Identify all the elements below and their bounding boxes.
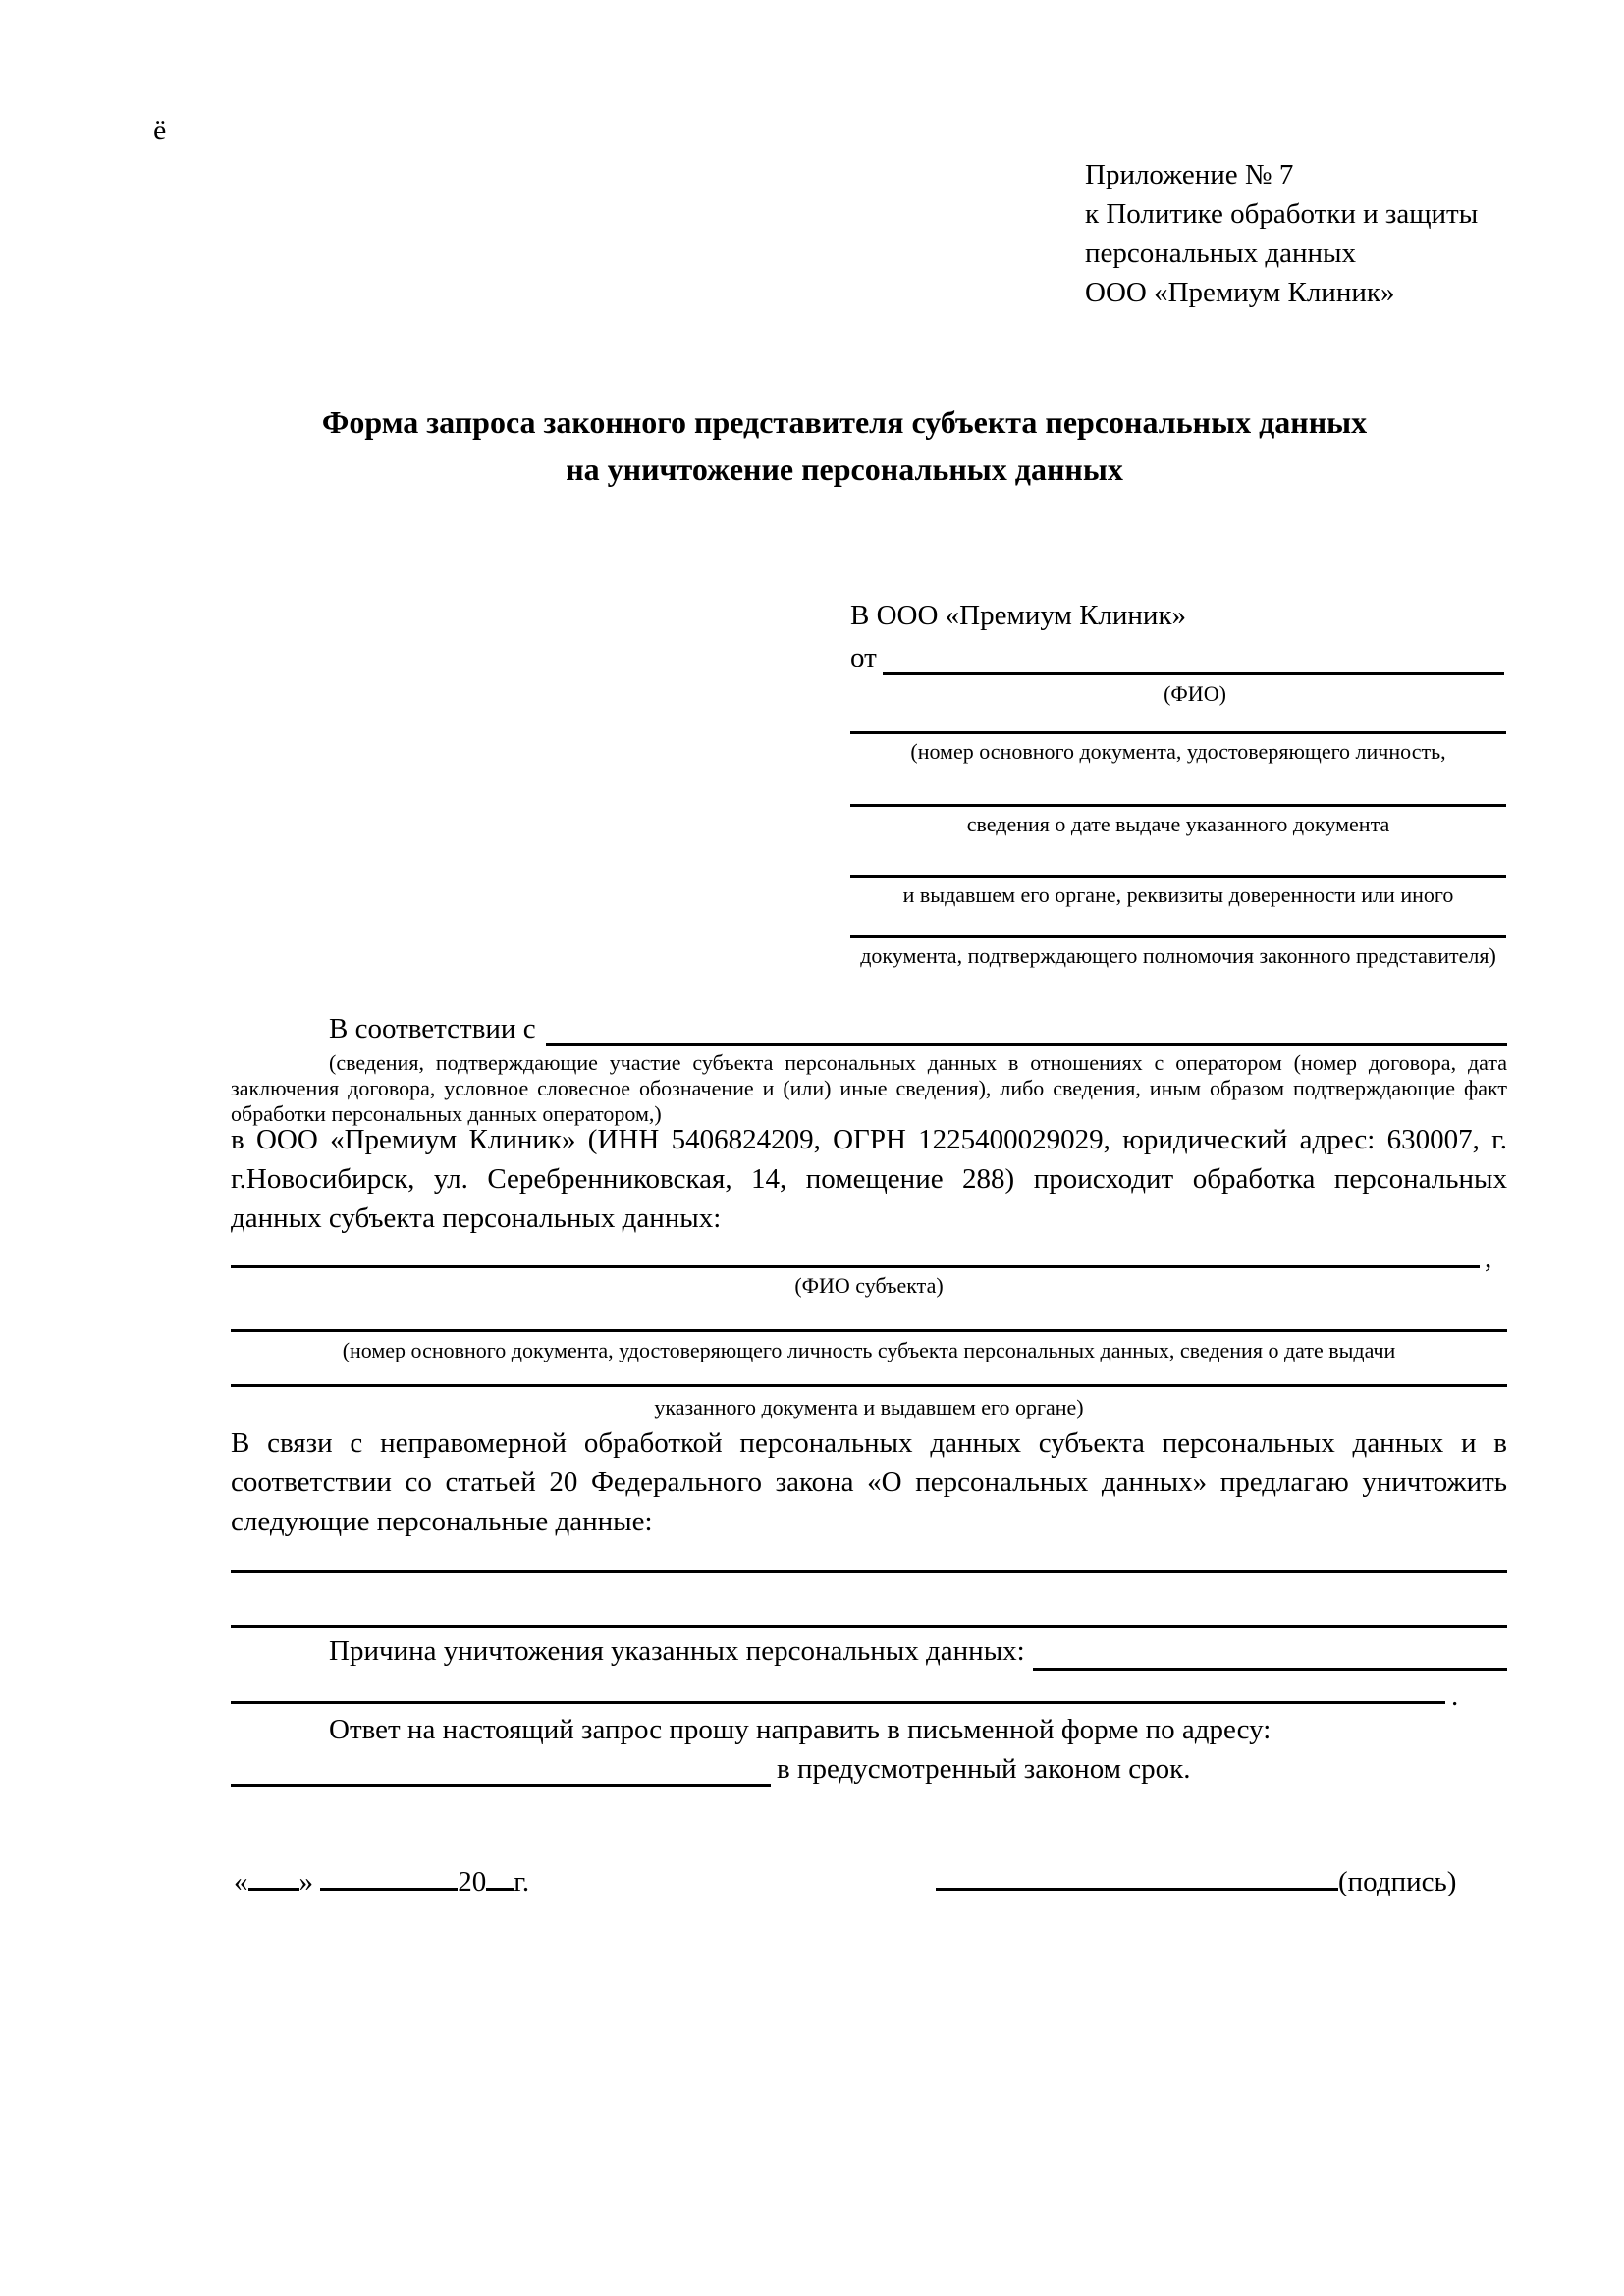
corner-mark: ё <box>153 114 167 146</box>
response-tail: в предусмотренный законом срок. <box>777 1753 1191 1785</box>
representative-doc-caption: сведения о дате выдаче указанного документа <box>966 812 1390 836</box>
reason-blank-line <box>1033 1631 1507 1671</box>
subject-doc-caption: указанного документа и выдавшем его органе) <box>654 1395 1084 1419</box>
period-after-blank: . <box>1451 1681 1459 1712</box>
from-fio-blank-line <box>883 638 1504 675</box>
date-day-blank <box>248 1858 299 1891</box>
representative-doc-blank-line <box>850 731 1506 734</box>
representative-doc-caption: (номер основного документа, удостоверяющего личность, <box>910 739 1446 764</box>
date-month-blank <box>320 1858 458 1891</box>
reason-row <box>231 1631 1507 1671</box>
personal-data-blank-line <box>231 1570 1507 1573</box>
reason-lead: Причина уничтожения указанных персональных данных: <box>329 1635 1025 1667</box>
from-label: от <box>850 642 877 673</box>
signature-blank <box>936 1858 1338 1891</box>
representative-doc-blank-line <box>850 804 1506 807</box>
subject-doc-caption: (номер основного документа, удостоверяющего личность субъекта персональных данных, сведения о дате выдачи <box>342 1338 1396 1362</box>
appendix-header <box>1085 155 1537 312</box>
subject-doc-blank-line <box>231 1329 1507 1332</box>
signature-line <box>936 1858 1456 1901</box>
representative-doc-blank-line <box>850 875 1506 878</box>
subject-fio-caption: (ФИО субъекта) <box>794 1273 944 1298</box>
date-open-quote: « <box>234 1866 248 1897</box>
accordance-lead: В соответствии с <box>329 1013 536 1044</box>
unlawful-processing-paragraph: В связи с неправомерной обработкой персональных данных субъекта персональных данных и в соответствии со статьей 20 Федерального закона «О персональных данных» предлагаю уничтожить следующие персональные данные: <box>231 1427 1507 1537</box>
personal-data-blank-line <box>231 1625 1507 1628</box>
accordance-caption: (сведения, подтверждающие участие субъекта персональных данных в отношениях с оператором (номер договора, дата заключения договора, условное словесное обозначение и (или) иные сведения), либо сведения, иным образом подтверждающие факт обработки персональных данных оператором,) <box>231 1050 1507 1126</box>
addressee-company: В ООО «Премиум Клиник» <box>850 600 1187 631</box>
date-close-quote: » <box>298 1866 313 1897</box>
comma-after-blank: , <box>1485 1243 1492 1274</box>
appendix-header-line: к Политике обработки и защиты <box>1085 198 1479 230</box>
date-year-blank <box>486 1858 514 1891</box>
accordance-row <box>231 1009 1507 1046</box>
document-title-line: на уничтожение персональных данных <box>566 452 1123 487</box>
date-line <box>234 1858 529 1901</box>
accordance-blank-line <box>546 1009 1507 1046</box>
fio-caption: (ФИО) <box>1164 681 1226 706</box>
addressee-from-row <box>850 638 1504 675</box>
appendix-header-line: ООО «Премиум Клиник» <box>1085 277 1395 308</box>
subject-fio-blank-line <box>231 1265 1480 1268</box>
operator-paragraph: в ООО «Премиум Клиник» (ИНН 5406824209, ОГРН 1225400029029, юридический адрес: 630007, г. г.Новосибирск, ул. Серебренниковская, 14, помещение 288) происходит обработка персональных данных субъекта персональных данных: <box>231 1124 1507 1234</box>
representative-doc-caption: и выдавшем его органе, реквизиты доверенности или иного <box>902 882 1454 907</box>
response-address-blank-line <box>231 1749 771 1787</box>
response-address-row <box>231 1749 1507 1787</box>
date-year: 20 <box>458 1866 487 1897</box>
document-title <box>177 399 1512 493</box>
reason-blank-line <box>231 1701 1445 1704</box>
representative-doc-blank-line <box>850 935 1506 938</box>
subject-doc-blank-line <box>231 1384 1507 1387</box>
response-paragraph: Ответ на настоящий запрос прошу направить в письменной форме по адресу: <box>329 1714 1272 1745</box>
document-title-line: Форма запроса законного представителя субъекта персональных данных <box>321 404 1368 440</box>
appendix-header-line: Приложение № 7 <box>1085 159 1294 190</box>
date-suffix: г. <box>514 1866 530 1897</box>
appendix-header-line: персональных данных <box>1085 238 1357 269</box>
representative-doc-caption: документа, подтверждающего полномочия законного представителя) <box>860 943 1496 968</box>
signature-caption: (подпись) <box>1338 1866 1457 1897</box>
